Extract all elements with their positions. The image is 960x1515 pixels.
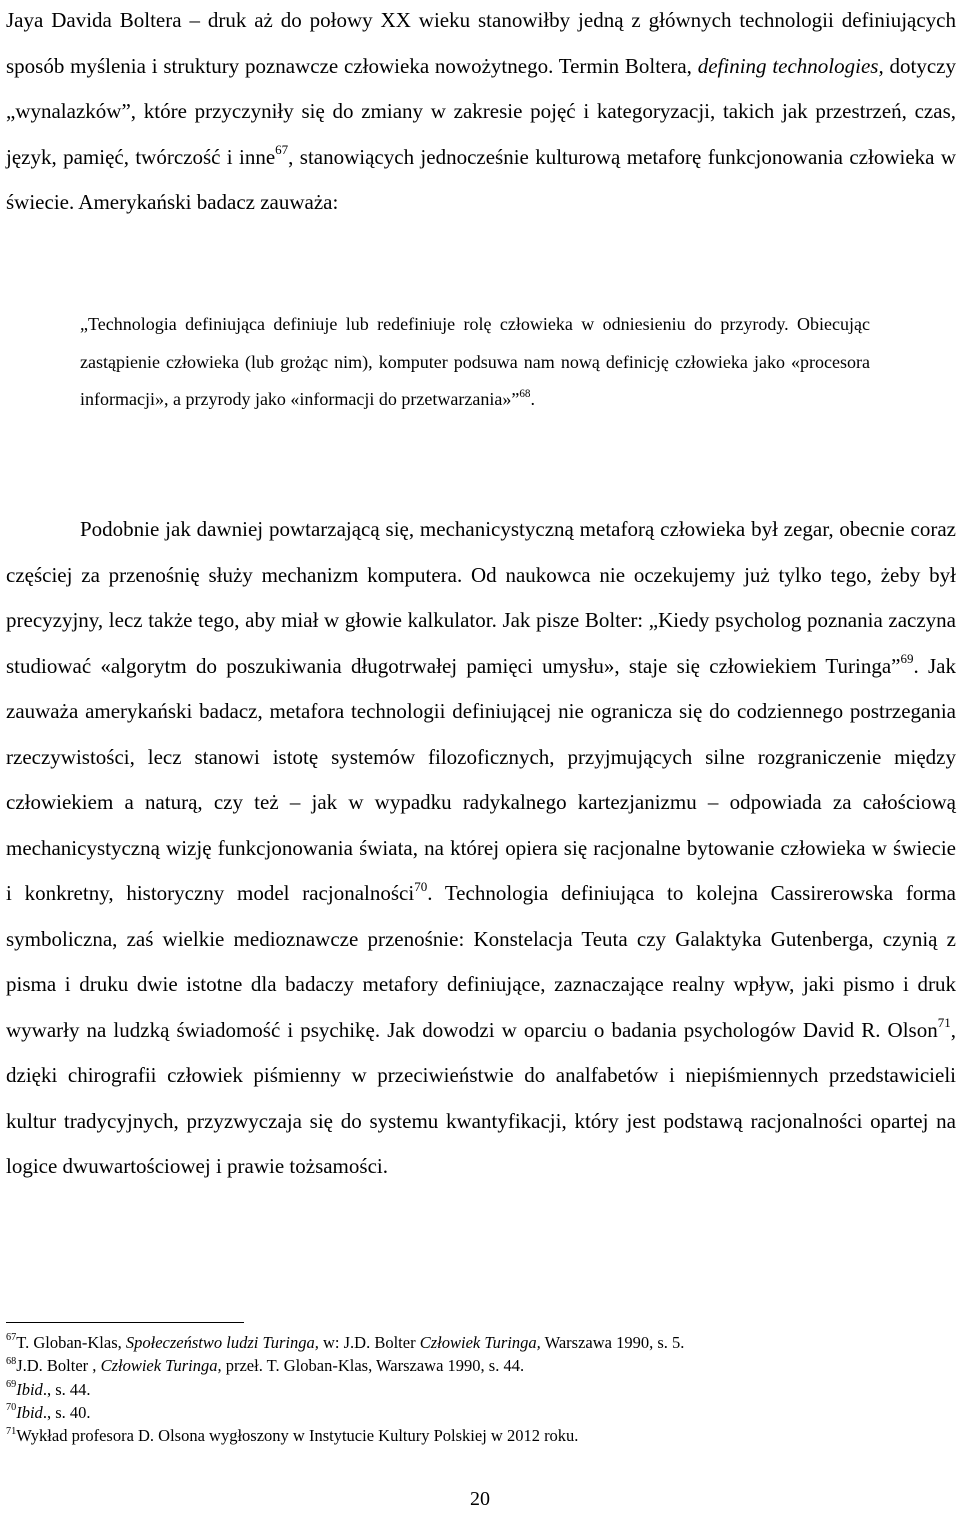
- paragraph-intro-emphasis: defining technologies,: [697, 53, 884, 78]
- footnote-separator: [6, 1322, 244, 1323]
- paragraph-intro-text-2: dotyczy „wynalazków”, które przyczyniły się do zmiany w zakresie pojęć i kategoryzacji, takich jak przestrzeń, czas, język, pamięć, twórczość i inne: [6, 53, 956, 169]
- footnote: [6, 1354, 956, 1377]
- block-quote-text: „Technologia definiująca definiuje lub redefiniuje rolę człowieka w odniesieniu do przyrody. Obiecując zastąpienie człowieka (lub grożąc nim), komputer podsuwa nam nową definicję człowieka jako «procesora informacji», a przyrody jako «informacji do przetwarzania»”: [80, 314, 870, 409]
- footnote-text: w: J.D. Bolter: [318, 1333, 420, 1352]
- paragraph-main-text-4: , dzięki chirografii człowiek piśmienny w przeciwieństwie do analfabetów i niepiśmiennych przedstawicieli kultur tradycyjnych, przyzwyczaja się do systemu kwantyfikacji, który jest podstawą racjonalności opartej na logice dwuwartościowej i prawie tożsamości.: [6, 1017, 956, 1178]
- footnote-number: 71: [6, 1425, 17, 1437]
- block-quote-end: .: [530, 389, 535, 409]
- footnote: [6, 1331, 956, 1354]
- footnote-text: ., s. 44.: [42, 1379, 91, 1399]
- footnote-text: J.D. Bolter ,: [16, 1356, 101, 1376]
- paragraph-intro-text-3: , stanowiących jednocześnie kulturową metaforę funkcjonowania człowieka w świecie. Amerykański badacz zauważa:: [6, 144, 956, 214]
- page-number: 20: [470, 1488, 490, 1510]
- footnote-number: 67: [6, 1332, 17, 1344]
- paragraph-intro: [6, 0, 956, 226]
- footnote-text: T. Globan-Klas,: [16, 1333, 126, 1352]
- paragraph-main: [6, 507, 956, 1190]
- paragraph-main-text-3: . Technologia definiująca to kolejna Cassirerowska forma symboliczna, zaś wielkie medioznawcze przenośnie: Konstelacja Teuta czy Galaktyka Gutenberga, czynią z pisma i druku dwie istotne dla badaczy metafory definiujące, zaznaczające realny wpływ, jaki pismo i druk wywarły na ludzką świadomość i psychikę. Jak dowodzi w oparciu o badania psychologów David R. Olson: [6, 881, 956, 1042]
- block-quote: [80, 306, 870, 419]
- paragraph-main-text-1: Podobnie jak dawniej powtarzającą się, mechanicystyczną metaforą człowieka był zegar, obecnie coraz częściej za przenośnię służy mechanizm komputera. Od naukowca nie oczekujemy już tylko tego, żeby był precyzyjny, lecz także tego, aby miał w głowie kalkulator. Jak pisze Bolter: „Kiedy psycholog poznania zaczyna studiować «algorytm do poszukiwania długotrwałej pamięci umysłu», staje się człowiekiem Turinga”: [6, 517, 956, 678]
- footnote: [6, 1401, 956, 1424]
- footnote-number: 70: [6, 1402, 17, 1414]
- footnote-title: Społeczeństwo ludzi Turinga,: [125, 1333, 319, 1352]
- paragraph-main-text-2: . Jak zauważa amerykański badacz, metafora technologii definiującej nie ogranicza się do codziennego postrzegania rzeczywistości, lecz stanowi istotę systemów filozoficznych, przyjmujących silne rozgraniczenie między człowiekiem a naturą, czy też – jak w wypadku radykalnego kartezjanizmu – odpowiada za całościową mechanicystyczną wizję funkcjonowania świata, na której opiera się racjonalne bytowanie człowieka w świecie i konkretny, historyczny model racjonalności: [6, 653, 956, 905]
- footnote-ref-70[interactable]: 70: [414, 878, 428, 894]
- footnote-text: przeł. T. Globan-Klas, Warszawa 1990, s. 44.: [221, 1356, 525, 1376]
- footnote: [6, 1378, 956, 1401]
- footnote-text: Warszawa 1990, s. 5.: [540, 1333, 685, 1352]
- footnote-title: Człowiek Turinga,: [100, 1356, 222, 1376]
- footnote-ref-69[interactable]: 69: [900, 651, 914, 667]
- footnote-ref-71[interactable]: 71: [937, 1015, 951, 1031]
- footnote: [6, 1424, 956, 1447]
- footnote-title: Człowiek Turinga,: [419, 1333, 541, 1352]
- footnotes: [6, 1331, 956, 1447]
- footnote-number: 68: [6, 1355, 17, 1367]
- footnote-ref-68[interactable]: 68: [519, 387, 531, 400]
- footnote-text: ., s. 40.: [42, 1402, 91, 1422]
- paragraph-intro-text-1: Jaya Davida Boltera – druk aż do połowy XX wieku stanowiłby jedną z głównych technologii definiujących sposób myślenia i struktury poznawcze człowieka nowożytnego. Termin Boltera,: [6, 8, 956, 78]
- footnote-text: Wykład profesora D. Olsona wygłoszony w Instytucie Kultury Polskiej w 2012 roku.: [16, 1426, 579, 1446]
- footnote-ref-67[interactable]: 67: [275, 142, 289, 158]
- footnote-number: 69: [6, 1379, 17, 1391]
- footnote-title: Ibid: [16, 1402, 43, 1422]
- footnote-title: Ibid: [16, 1379, 43, 1399]
